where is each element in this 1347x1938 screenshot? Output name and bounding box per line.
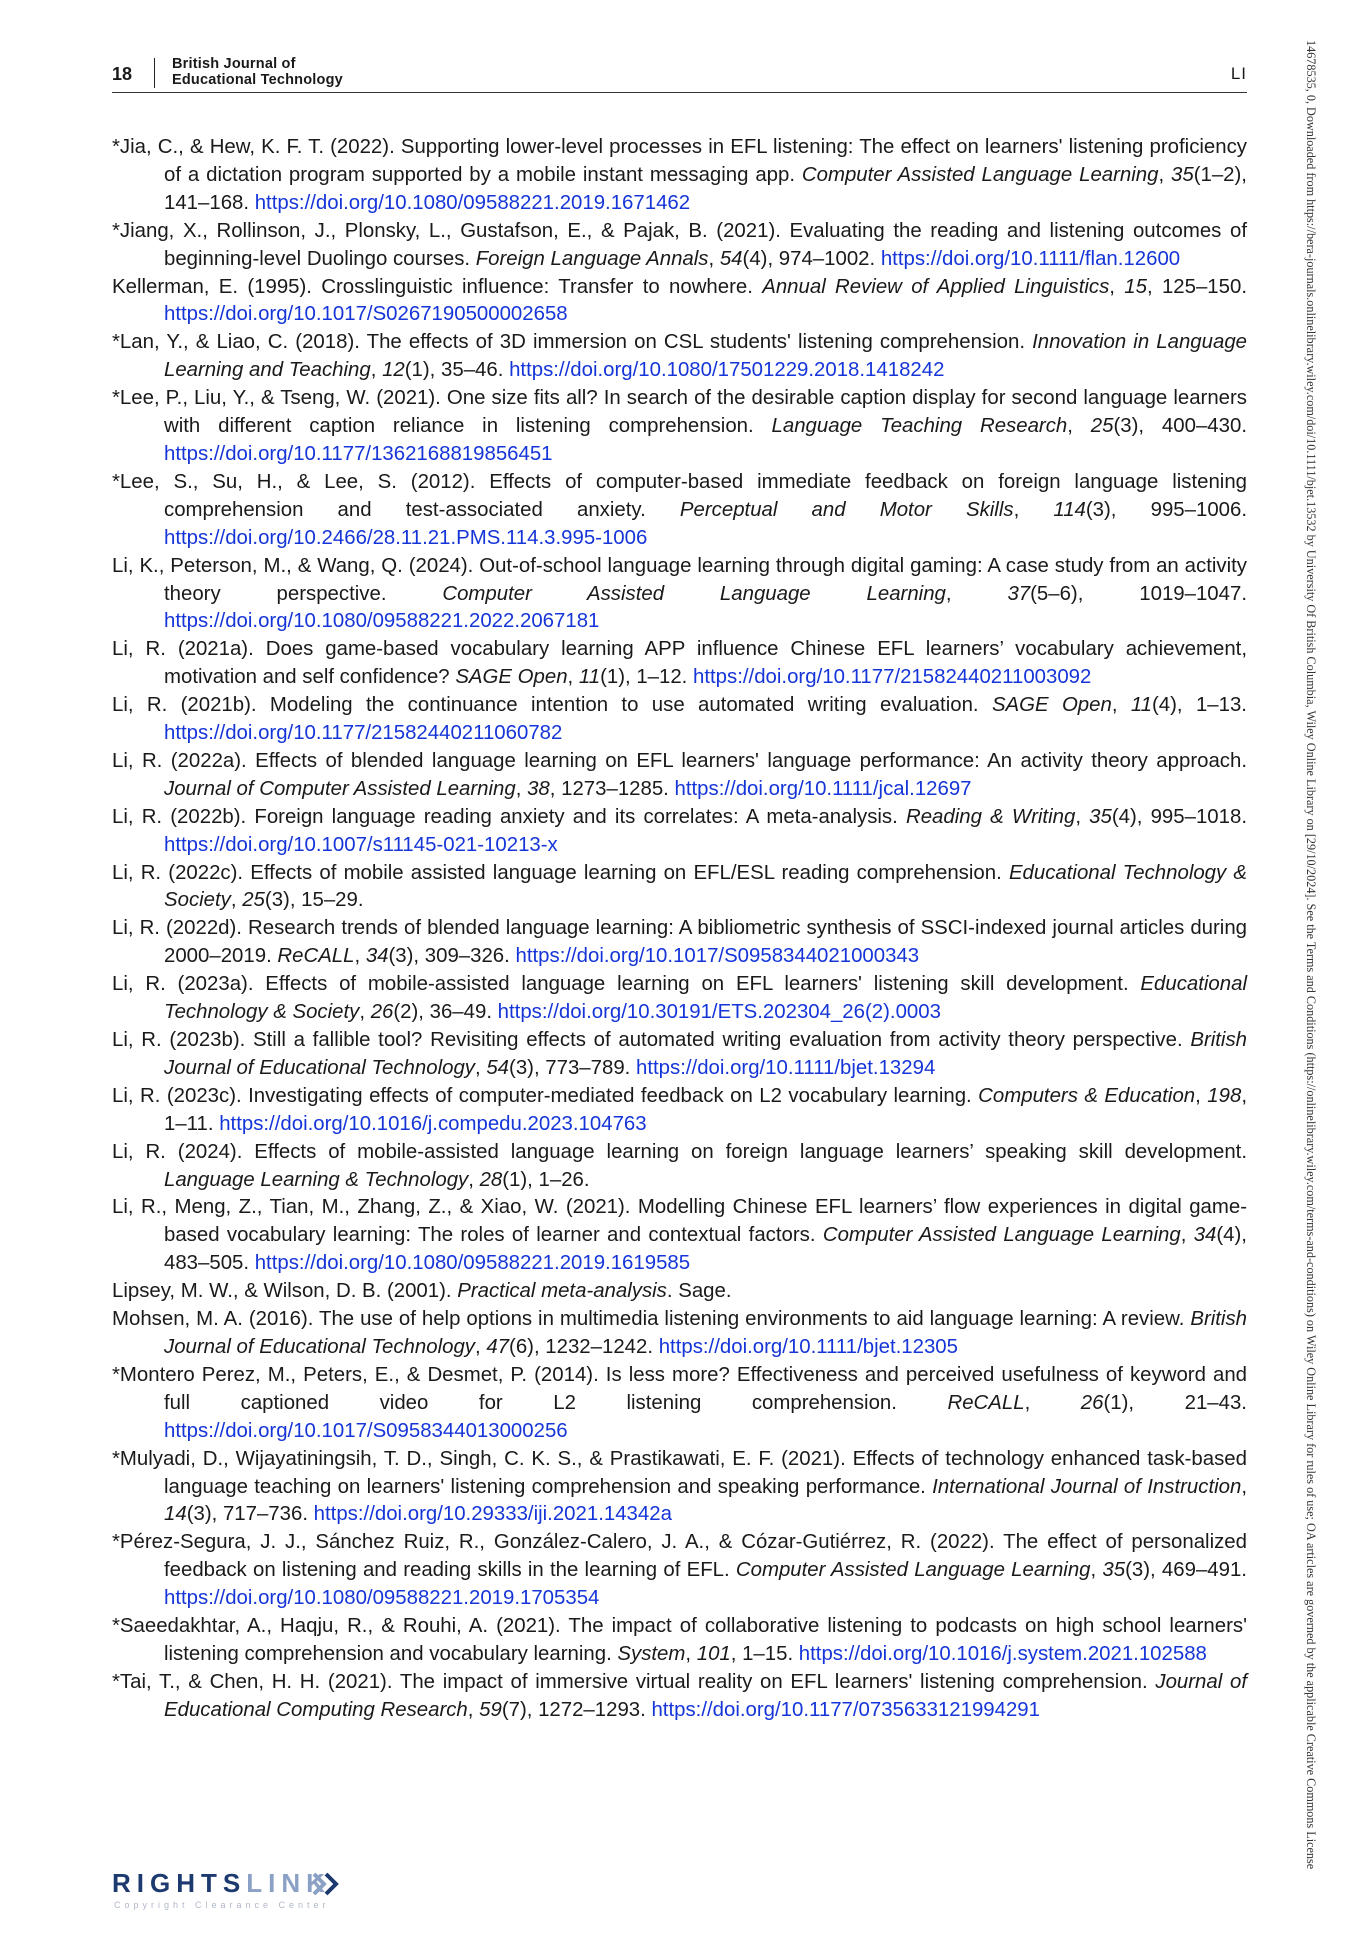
reference-volume: 35 xyxy=(1089,805,1112,828)
reference-doi-link[interactable]: https://doi.org/10.1111/bjet.13294 xyxy=(636,1056,936,1079)
reference-journal: System xyxy=(617,1642,686,1665)
reference-citation: *Pérez-Segura, J. J., Sánchez Ruiz, R., González-Calero, J. A., & Cózar-Gutiérrez, R. (2022). The effect of personalized feedback on listening and reading skills in the learning of EFL. xyxy=(112,1531,1247,1582)
reference-doi-link[interactable]: https://doi.org/10.1111/bjet.12305 xyxy=(658,1335,958,1358)
reference-pages: (3), 773–789. xyxy=(509,1056,636,1079)
reference-doi-link[interactable]: https://doi.org/10.1080/09588221.2022.2067181 xyxy=(164,610,600,633)
reference-separator: , xyxy=(1111,694,1131,717)
reference-entry xyxy=(112,469,1247,553)
reference-citation: Li, R. (2024). Effects of mobile-assisted language learning on foreign language learners’ speaking skill development. xyxy=(112,1140,1247,1163)
reference-volume: 47 xyxy=(486,1335,510,1358)
reference-separator: , xyxy=(567,666,579,689)
reference-pages: (7), 1272–1293. xyxy=(501,1698,652,1721)
reference-entry xyxy=(112,1194,1247,1278)
reference-citation: Li, R. (2023c). Investigating effects of computer-mediated feedback on L2 vocabulary learning. xyxy=(112,1084,979,1107)
reference-separator: , xyxy=(1075,805,1090,828)
reference-pages: (3), 400–430. xyxy=(1113,415,1247,438)
rightslink-logo xyxy=(112,1868,352,1912)
rightslink-arrow-icon xyxy=(310,1870,346,1898)
reference-pages: (3), 717–736. xyxy=(186,1503,314,1526)
reference-pages: (4), 995–1018. xyxy=(1111,805,1247,828)
reference-journal: Computer Assisted Language Learning xyxy=(442,582,946,605)
reference-doi-link[interactable]: https://doi.org/10.1111/jcal.12697 xyxy=(674,777,972,800)
reference-journal: Journal of Computer Assisted Learning xyxy=(164,777,516,800)
reference-citation: Kellerman, E. (1995). Crosslinguistic influence: Transfer to nowhere. xyxy=(112,275,763,298)
reference-citation: *Mulyadi, D., Wijayatiningsih, T. D., Singh, C. K. S., & Prastikawati, E. F. (2021). Effects of technology enhanced task-based language teaching on learners' listening comprehension and speaking performance. xyxy=(112,1447,1247,1498)
reference-doi-link[interactable]: https://doi.org/10.1080/09588221.2019.1671462 xyxy=(254,191,691,214)
reference-pages: , 1273–1285. xyxy=(549,777,675,800)
reference-pages: (3), 995–1006. xyxy=(1085,498,1248,521)
reference-pages: (1), 1–12. xyxy=(600,666,694,689)
reference-volume: 101 xyxy=(696,1642,731,1665)
reference-separator: , xyxy=(1180,1224,1194,1247)
reference-volume: 26 xyxy=(1080,1391,1104,1414)
reference-citation: *Jia, C., & Hew, K. F. T. (2022). Supporting lower-level processes in EFL listening: The effect on learners' listening proficiency of a dictation program supported by a mobile instant messaging app. xyxy=(112,136,1247,186)
reference-journal: Computer Assisted Language Learning xyxy=(735,1559,1091,1582)
reference-entry xyxy=(112,1306,1247,1362)
reference-entry xyxy=(112,329,1247,385)
reference-journal: International Journal of Instruction xyxy=(932,1475,1242,1498)
reference-entry xyxy=(112,218,1247,274)
reference-doi-link[interactable]: https://doi.org/10.1177/0735633121994291 xyxy=(651,1698,1040,1721)
reference-doi-link[interactable]: https://doi.org/10.1080/17501229.2018.1418242 xyxy=(509,359,945,382)
reference-pages: (1), 21–43. xyxy=(1103,1391,1247,1414)
reference-doi-link[interactable]: https://doi.org/10.1017/S0958344021000343 xyxy=(515,945,920,968)
reference-entry xyxy=(112,692,1247,748)
journal-title-line2: Educational Technology xyxy=(172,72,343,88)
reference-journal: Foreign Language Annals xyxy=(475,247,709,270)
reference-entry xyxy=(112,553,1247,637)
reference-journal: ReCALL xyxy=(947,1391,1025,1414)
reference-volume: 34 xyxy=(365,945,389,968)
reference-citation: *Jiang, X., Rollinson, J., Plonsky, L., Gustafson, E., & Pajak, B. (2021). Evaluating the reading and listening outcomes of beginning-level Duolingo courses. xyxy=(112,219,1247,270)
rightslink-tagline: Copyright Clearance Center xyxy=(114,1900,330,1910)
running-head: LI xyxy=(1230,64,1247,83)
reference-journal: Language Teaching Research xyxy=(771,415,1068,438)
reference-journal: Innovation in Language Learning and Teaching xyxy=(164,331,1247,382)
reference-pages: (2), 36–49. xyxy=(393,1001,498,1024)
reference-pages: (6), 1232–1242. xyxy=(509,1335,659,1358)
reference-journal: British Journal of Educational Technology xyxy=(164,1029,1247,1079)
reference-journal: Practical meta-analysis xyxy=(457,1280,667,1303)
reference-journal: Language Learning & Technology xyxy=(164,1168,469,1191)
reference-volume: 11 xyxy=(578,666,601,689)
reference-separator: , xyxy=(468,1168,480,1191)
reference-separator: , xyxy=(1013,498,1054,521)
reference-pages: (4), 483–505. xyxy=(164,1224,1247,1275)
reference-journal: Reading & Writing xyxy=(905,805,1076,828)
reference-volume: 12 xyxy=(382,359,405,382)
reference-entry xyxy=(112,1446,1247,1530)
reference-separator: , xyxy=(475,1056,487,1079)
reference-volume: 59 xyxy=(479,1698,502,1721)
reference-separator: , xyxy=(1024,1391,1081,1414)
reference-doi-link[interactable]: https://doi.org/10.1016/j.system.2021.102588 xyxy=(798,1642,1207,1665)
header-rule xyxy=(112,92,1247,93)
reference-pages: (3), 15–29. xyxy=(264,889,364,912)
reference-journal: SAGE Open xyxy=(455,666,568,689)
reference-journal: Computers & Education xyxy=(978,1084,1196,1107)
reference-separator: , xyxy=(1090,1559,1103,1582)
reference-journal: British Journal of Educational Technology xyxy=(164,1308,1247,1358)
reference-separator: , xyxy=(1241,1475,1247,1498)
reference-entry xyxy=(112,1083,1247,1139)
reference-entry xyxy=(112,385,1247,469)
reference-separator: , xyxy=(359,1001,371,1024)
reference-pages: , 1–11. xyxy=(164,1084,1247,1135)
reference-entry xyxy=(112,860,1247,916)
reference-entry xyxy=(112,636,1247,692)
reference-doi-link[interactable]: https://doi.org/10.2466/28.11.21.PMS.114.3.995-1006 xyxy=(164,526,648,549)
reference-volume: 35 xyxy=(1171,163,1194,186)
reference-entry xyxy=(112,274,1247,330)
reference-separator: , xyxy=(354,945,366,968)
reference-volume: 11 xyxy=(1130,694,1153,717)
reference-volume: 198 xyxy=(1207,1084,1242,1107)
reference-volume: 14 xyxy=(164,1503,187,1526)
reference-citation: Li, R., Meng, Z., Tian, M., Zhang, Z., & Xiao, W. (2021). Modelling Chinese EFL learners’ flow experiences in digital game-based vocabulary learning: The roles of learner and contextual factors. xyxy=(112,1196,1247,1247)
reference-entry xyxy=(112,1139,1247,1195)
reference-separator: , xyxy=(230,889,243,912)
reference-volume: 54 xyxy=(719,247,743,270)
reference-separator: , xyxy=(1109,275,1125,298)
reference-entry xyxy=(112,971,1247,1027)
reference-pages: , 125–150. xyxy=(1146,275,1247,298)
download-notice xyxy=(1303,40,1323,1920)
reference-citation: Li, R. (2022c). Effects of mobile assisted language learning on EFL/ESL reading comprehension. xyxy=(112,861,1009,884)
reference-citation: Li, R. (2021b). Modeling the continuance intention to use automated writing evaluation. xyxy=(112,694,992,717)
reference-entry xyxy=(112,1278,1247,1306)
page-number: 18 xyxy=(112,64,133,84)
reference-volume: 28 xyxy=(479,1168,503,1191)
reference-citation: *Lee, S., Su, H., & Lee, S. (2012). Effects of computer-based immediate feedback on foreign language listening comprehension and test-associated anxiety. xyxy=(112,470,1247,521)
reference-pages: (3), 309–326. xyxy=(388,945,516,968)
reference-separator: , xyxy=(708,247,720,270)
reference-journal: Journal of Educational Computing Research xyxy=(164,1670,1247,1721)
reference-doi-link[interactable]: https://doi.org/10.1080/09588221.2019.1619585 xyxy=(254,1252,691,1275)
reference-citation: Li, R. (2021a). Does game-based vocabulary learning APP influence Chinese EFL learners’ vocabulary achievement, motivation and self confidence? xyxy=(112,638,1247,689)
reference-citation: *Lee, P., Liu, Y., & Tseng, W. (2021). One size fits all? In search of the desirable caption display for second language learners with different caption reliance in listening comprehension. xyxy=(112,387,1247,438)
reference-citation: Li, R. (2022b). Foreign language reading anxiety and its correlates: A meta-analysis. xyxy=(112,805,906,828)
reference-doi-link[interactable]: https://doi.org/10.29333/iji.2021.14342a xyxy=(313,1503,672,1526)
reference-volume: 37 xyxy=(1007,582,1031,605)
reference-citation: *Lan, Y., & Liao, C. (2018). The effects of 3D immersion on CSL students' listening comprehension. xyxy=(112,331,1033,354)
reference-pages: (3), 469–491. xyxy=(1125,1559,1247,1582)
reference-citation: Mohsen, M. A. (2016). The use of help options in multimedia listening environments to aid language learning: A review. xyxy=(112,1308,1191,1331)
reference-journal: Perceptual and Motor Skills xyxy=(679,498,1014,521)
reference-doi-link[interactable]: https://doi.org/10.1080/09588221.2019.1705354 xyxy=(164,1587,600,1610)
reference-journal: Educational Technology & Society xyxy=(164,861,1247,912)
rightslink-word-light: LINK xyxy=(246,1868,331,1898)
reference-journal: Computer Assisted Language Learning xyxy=(801,163,1159,186)
reference-volume: 35 xyxy=(1102,1559,1126,1582)
rightslink-word-dark: RIGHTS xyxy=(112,1868,247,1898)
reference-journal: Annual Review of Applied Linguistics xyxy=(762,275,1110,298)
reference-separator: , xyxy=(370,359,383,382)
reference-pages: (1–2), 141–168. xyxy=(164,163,1247,214)
reference-pages: (1), 35–46. xyxy=(404,359,510,382)
reference-citation: Lipsey, M. W., & Wilson, D. B. (2001). xyxy=(112,1280,458,1303)
reference-volume: 25 xyxy=(242,889,265,912)
reference-citation: Li, R. (2023a). Effects of mobile-assisted language learning on EFL learners' listening skill development. xyxy=(112,973,1141,996)
reference-pages: (4), 1–13. xyxy=(1152,694,1247,717)
reference-pages: (1), 1–26. xyxy=(502,1168,590,1191)
reference-pages: (5–6), 1019–1047. xyxy=(1030,582,1247,605)
reference-volume: 15 xyxy=(1124,275,1147,298)
reference-citation: Li, R. (2022a). Effects of blended language learning on EFL learners' language performance: An activity theory approach. xyxy=(112,749,1247,772)
reference-doi-link[interactable]: https://doi.org/10.1177/1362168819856451 xyxy=(164,442,553,465)
reference-separator: , xyxy=(467,1698,480,1721)
reference-citation: *Tai, T., & Chen, H. H. (2021). The impact of immersive virtual reality on EFL learners' listening comprehension. xyxy=(112,1670,1156,1693)
reference-doi-link[interactable]: https://doi.org/10.1177/21582440211060782 xyxy=(164,722,563,745)
reference-citation: Li, K., Peterson, M., & Wang, Q. (2024). Out-of-school language learning through digital gaming: A case study from an activity theory perspective. xyxy=(112,554,1247,605)
reference-separator: , xyxy=(685,1642,697,1665)
reference-volume: 38 xyxy=(527,777,550,800)
reference-journal: SAGE Open xyxy=(991,694,1112,717)
reference-entry xyxy=(112,915,1247,971)
reference-entry xyxy=(112,1529,1247,1613)
reference-journal: Educational Technology & Society xyxy=(164,973,1247,1024)
reference-doi-link[interactable]: https://doi.org/10.1017/S0958344013000256 xyxy=(164,1419,568,1442)
reference-separator: , xyxy=(1195,1084,1208,1107)
reference-volume: 26 xyxy=(370,1001,394,1024)
rightslink-wordmark xyxy=(112,1868,331,1899)
reference-volume: 34 xyxy=(1193,1224,1217,1247)
reference-entry xyxy=(112,134,1247,218)
reference-doi-link[interactable]: https://doi.org/10.1016/j.compedu.2023.104763 xyxy=(219,1112,647,1135)
reference-volume: 114 xyxy=(1053,498,1086,521)
reference-doi-link[interactable]: https://doi.org/10.1177/21582440211003092 xyxy=(693,666,1092,689)
journal-title-line1: British Journal of xyxy=(172,56,296,72)
reference-list xyxy=(112,134,1247,1725)
reference-citation: *Saeedakhtar, A., Haqju, R., & Rouhi, A. (2021). The impact of collaborative listening to podcasts on high school learners' listening comprehension and vocabulary learning. xyxy=(112,1615,1247,1665)
reference-separator: , xyxy=(1158,163,1172,186)
reference-pages: . Sage. xyxy=(666,1280,732,1303)
reference-pages: (4), 974–1002. xyxy=(742,247,881,270)
reference-journal: ReCALL xyxy=(277,945,355,968)
reference-entry xyxy=(112,748,1247,804)
reference-volume: 25 xyxy=(1090,415,1114,438)
reference-doi-link[interactable]: https://doi.org/10.1007/s11145-021-10213-x xyxy=(164,833,558,856)
journal-title xyxy=(172,56,343,88)
reference-volume: 54 xyxy=(486,1056,510,1079)
reference-separator: , xyxy=(1067,415,1091,438)
page-header xyxy=(112,56,1247,94)
reference-entry xyxy=(112,804,1247,860)
reference-entry xyxy=(112,1669,1247,1725)
reference-entry xyxy=(112,1027,1247,1083)
reference-citation: Li, R. (2023b). Still a fallible tool? Revisiting effects of automated writing evaluation from activity theory perspective. xyxy=(112,1029,1191,1051)
reference-entry xyxy=(112,1362,1247,1446)
download-notice-text: 14678535, 0, Downloaded from https://bera-journals.onlinelibrary.wiley.com/doi/10.1111/bjet.13532 by University Of British Columbia, Wiley Online Library on [29/10/2024]. See the Terms and Conditions (https://onlinelibrary.wiley.com/terms-and-conditions) on Wiley Online Library for rules of use; OA articles are governed by the applicable Creative Commons License xyxy=(1304,40,1318,1870)
reference-citation: Li, R. (2022d). Research trends of blended language learning: A bibliometric synthesis of SSCI-indexed journal articles during 2000–2019. xyxy=(112,917,1247,968)
reference-doi-link[interactable]: https://doi.org/10.30191/ETS.202304_26(2).0003 xyxy=(497,1001,941,1024)
reference-pages: , 1–15. xyxy=(730,1642,799,1665)
reference-separator: , xyxy=(475,1335,487,1358)
reference-journal: Computer Assisted Language Learning xyxy=(822,1224,1181,1247)
header-divider xyxy=(154,58,155,88)
reference-doi-link[interactable]: https://doi.org/10.1111/flan.12600 xyxy=(880,247,1181,270)
reference-citation: *Montero Perez, M., Peters, E., & Desmet, P. (2014). Is less more? Effectiveness and perceived usefulness of keyword and full captioned video for L2 listening comprehension. xyxy=(112,1363,1247,1414)
reference-separator: , xyxy=(945,582,1008,605)
reference-entry xyxy=(112,1613,1247,1669)
reference-separator: , xyxy=(515,777,528,800)
reference-doi-link[interactable]: https://doi.org/10.1017/S0267190500002658 xyxy=(164,303,568,326)
